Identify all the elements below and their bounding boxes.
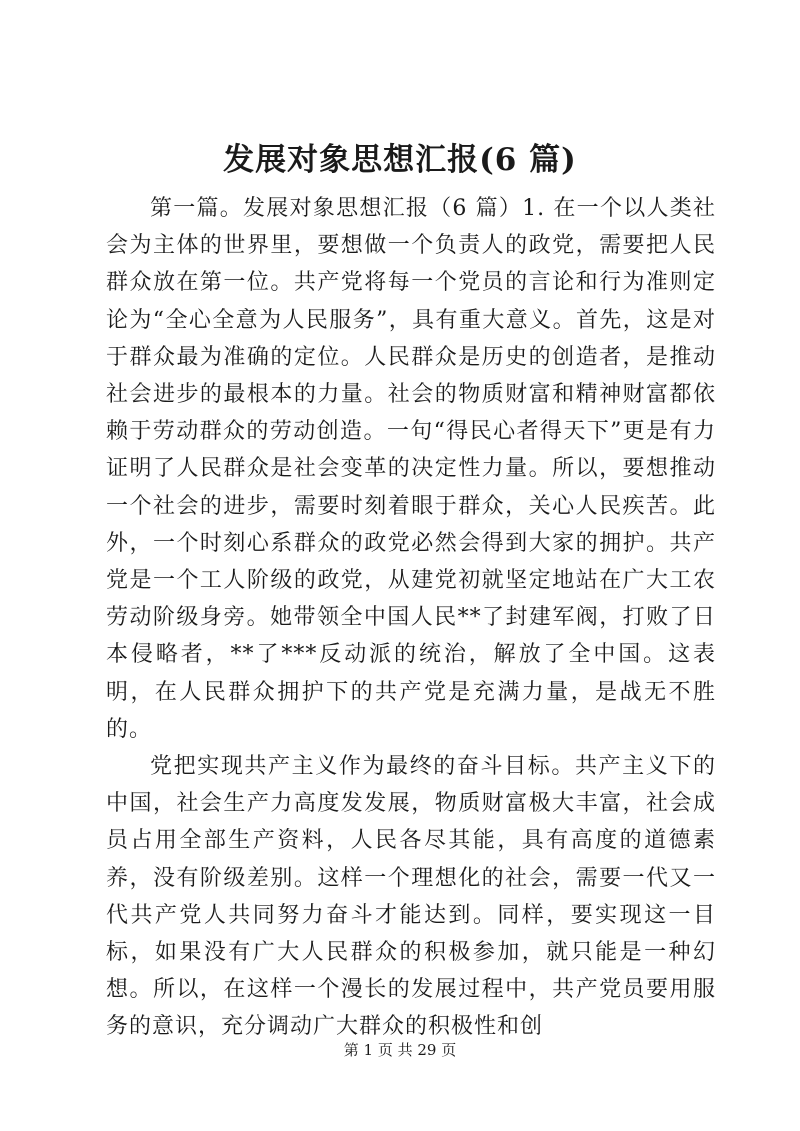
- paragraph-2: 党把实现共产主义作为最终的奋斗目标。共产主义下的中国，社会生产力高度发发展，物质财富极大丰富，社会成员占用全部生产资料，人民各尽其能，具有高度的道德素养，没有阶级差别。这样一个理想化的社会，需要一代又一代共产党人共同努力奋斗才能达到。同样，要实现这一目标，如果没有广大人民群众的积极参加，就只能是一种幻想。所以，在这样一个漫长的发展过程中，共产党员要用服务的意识，充分调动广大群众的积极性和创: [106, 754, 716, 1040]
- document-title: 发展对象思想汇报(6 篇): [223, 142, 577, 178]
- page-indicator: 第 1 页 共 29 页: [343, 1041, 457, 1059]
- paragraph-1: 第一篇。发展对象思想汇报（6 篇）1. 在一个以人类社会为主体的世界里，要想做一个负责人的政党，需要把人民群众放在第一位。共产党将每一个党员的言论和行为准则定论为“全心全意为人民服务”，具有重大意义。首先，这是对于群众最为准确的定位。人民群众是历史的创造者，是推动社会进步的最根本的力量。社会的物质财富和精神财富都依赖于劳动群众的劳动创造。一句“得民心者得天下”更是有力证明了人民群众是社会变革的决定性力量。所以，要想推动一个社会的进步，需要时刻着眼于群众，关心人民疾苦。此外，一个时刻心系群众的政党必然会得到大家的拥护。共产党是一个工人阶级的政党，从建党初就坚定地站在广大工农劳动阶级身旁。她带领全中国人民**了封建军阀，打败了日本侵略者，**了***反动派的统治，解放了全中国。这表明，在人民群众拥护下的共产党是充满力量，是战无不胜的。: [106, 196, 716, 742]
- document-body: [106, 190, 716, 1046]
